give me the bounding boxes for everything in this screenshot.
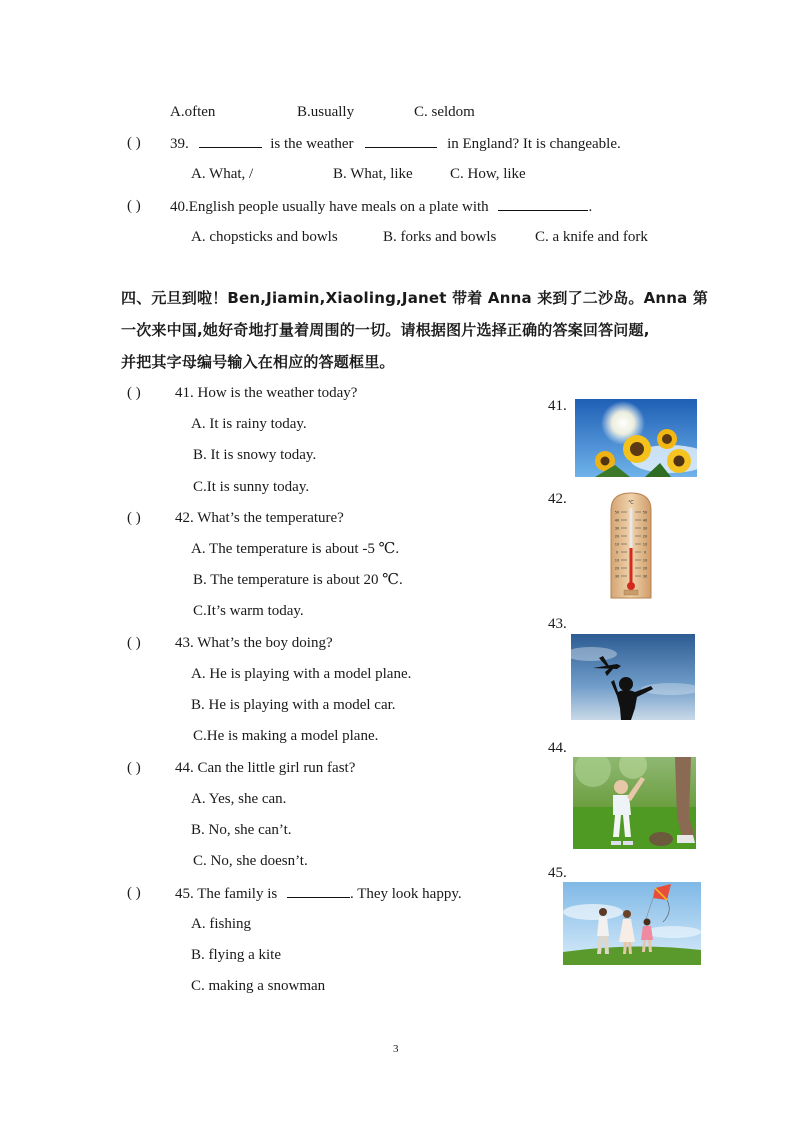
- boy-model-plane-picture: [571, 634, 695, 720]
- q45-stem-start: 45. The family is: [175, 886, 278, 902]
- q42-option-a: A. The temperature is about -5 ℃.: [191, 541, 400, 557]
- q40-blank: [498, 196, 588, 211]
- thermometer-picture: [607, 490, 655, 601]
- q44-option-a: A. Yes, she can.: [191, 791, 287, 807]
- section-4-instruction-line-2: 一次来中国,她好奇地打量着周围的一切。请根据图片选择正确的答案回答问题,: [121, 321, 650, 339]
- q39-stem: [170, 133, 621, 154]
- q43-stem: 43. What’s the boy doing?: [175, 635, 333, 651]
- q39-stem-end: in England? It is changeable.: [447, 136, 621, 152]
- q40-stem: [170, 196, 592, 217]
- sunflower-sunny-picture: [575, 399, 697, 477]
- thermometer-scale-left-2: 40: [614, 518, 620, 523]
- q41-option-a: A. It is rainy today.: [191, 416, 307, 432]
- q39-option-b: B. What, like: [333, 166, 413, 182]
- section-4-instruction-line-3: 并把其字母编号输入在相应的答题框里。: [121, 353, 395, 371]
- thermometer-scale-left-3: 30: [614, 526, 620, 531]
- q42-answer-paren[interactable]: ( ): [127, 510, 141, 526]
- q39-stem-mid: is the weather: [270, 136, 354, 152]
- q41-stem: 41. How is the weather today?: [175, 385, 358, 401]
- thermometer-scale-right-6: 0: [643, 550, 647, 555]
- thermometer-unit: ℃: [628, 500, 634, 506]
- q41-answer-paren[interactable]: ( ): [127, 385, 141, 401]
- q39-blank-2: [365, 133, 437, 148]
- thermometer-scale-right-9: 30: [642, 574, 648, 579]
- q45-blank: [287, 883, 350, 898]
- q41-option-b: B. It is snowy today.: [193, 447, 317, 463]
- q40-option-a: A. chopsticks and bowls: [191, 229, 338, 245]
- q45-option-b: B. flying a kite: [191, 947, 281, 963]
- q40-stem-text: 40.English people usually have meals on a plate with: [170, 199, 489, 215]
- picture-label-42: 42.: [548, 491, 567, 507]
- family-flying-kite-picture: [563, 882, 701, 965]
- q45-answer-paren[interactable]: ( ): [127, 885, 141, 901]
- q44-option-c: C. No, she doesn’t.: [193, 853, 308, 869]
- thermometer-scale-left-6: 0: [615, 550, 619, 555]
- q42-stem: 42. What’s the temperature?: [175, 510, 344, 526]
- q41-option-c: C.It is sunny today.: [193, 479, 310, 495]
- picture-label-44: 44.: [548, 740, 567, 756]
- thermometer-scale-left-9: 30: [614, 574, 620, 579]
- thermometer-scale-right-2: 40: [642, 518, 648, 523]
- picture-label-41: 41.: [548, 398, 567, 414]
- q44-stem: 44. Can the little girl run fast?: [175, 760, 356, 776]
- q43-option-c: C.He is making a model plane.: [193, 728, 379, 744]
- thermometer-scale-left-5: 10: [614, 542, 620, 547]
- q40-option-c: C. a knife and fork: [535, 229, 648, 245]
- q43-option-a: A. He is playing with a model plane.: [191, 666, 412, 682]
- q42-option-b: B. The temperature is about 20 ℃.: [193, 572, 403, 588]
- q43-option-b: B. He is playing with a model car.: [191, 697, 396, 713]
- thermometer-scale-left-1: 50: [614, 510, 620, 515]
- thermometer-scale-right-3: 30: [642, 526, 648, 531]
- q40-answer-paren[interactable]: ( ): [127, 198, 141, 214]
- q40-stem-end: .: [588, 199, 593, 215]
- q45-stem-end: . They look happy.: [349, 886, 462, 902]
- q39-option-a: A. What, /: [191, 166, 254, 182]
- q40-option-b: B. forks and bowls: [383, 229, 497, 245]
- section-4-instruction-line-1: 四、元旦到啦！Ben,Jiamin,Xiaoling,Janet 带着 Anna 来到了二沙岛。Anna 第: [121, 289, 709, 307]
- thermometer-scale-right-1: 50: [642, 510, 648, 515]
- q45-stem: [175, 883, 462, 904]
- thermometer-scale-right-4: 20: [642, 534, 648, 539]
- q38-option-a: A.often: [170, 104, 216, 120]
- q39-number: 39.: [170, 136, 189, 152]
- q38-option-b: B.usually: [297, 104, 355, 120]
- q38-option-c: C. seldom: [414, 104, 475, 120]
- q44-option-b: B. No, she can’t.: [191, 822, 292, 838]
- thermometer-scale-left-8: 20: [614, 566, 620, 571]
- little-girl-grass-picture: [573, 757, 696, 849]
- thermometer-scale-right-7: 10: [642, 558, 648, 563]
- q44-answer-paren[interactable]: ( ): [127, 760, 141, 776]
- q39-blank-1: [199, 133, 262, 148]
- q39-option-c: C. How, like: [450, 166, 526, 182]
- q39-answer-paren[interactable]: ( ): [127, 135, 141, 151]
- page-number: 3: [393, 1043, 399, 1055]
- thermometer-scale-left-4: 20: [614, 534, 620, 539]
- picture-label-43: 43.: [548, 616, 567, 632]
- thermometer-scale-right-8: 20: [642, 566, 648, 571]
- thermometer-scale-right-5: 10: [642, 542, 648, 547]
- q43-answer-paren[interactable]: ( ): [127, 635, 141, 651]
- picture-label-45: 45.: [548, 865, 567, 881]
- q45-option-c: C. making a snowman: [191, 978, 326, 994]
- q42-option-c: C.It’s warm today.: [193, 603, 304, 619]
- q45-option-a: A. fishing: [191, 916, 251, 932]
- thermometer-scale-left-7: 10: [614, 558, 620, 563]
